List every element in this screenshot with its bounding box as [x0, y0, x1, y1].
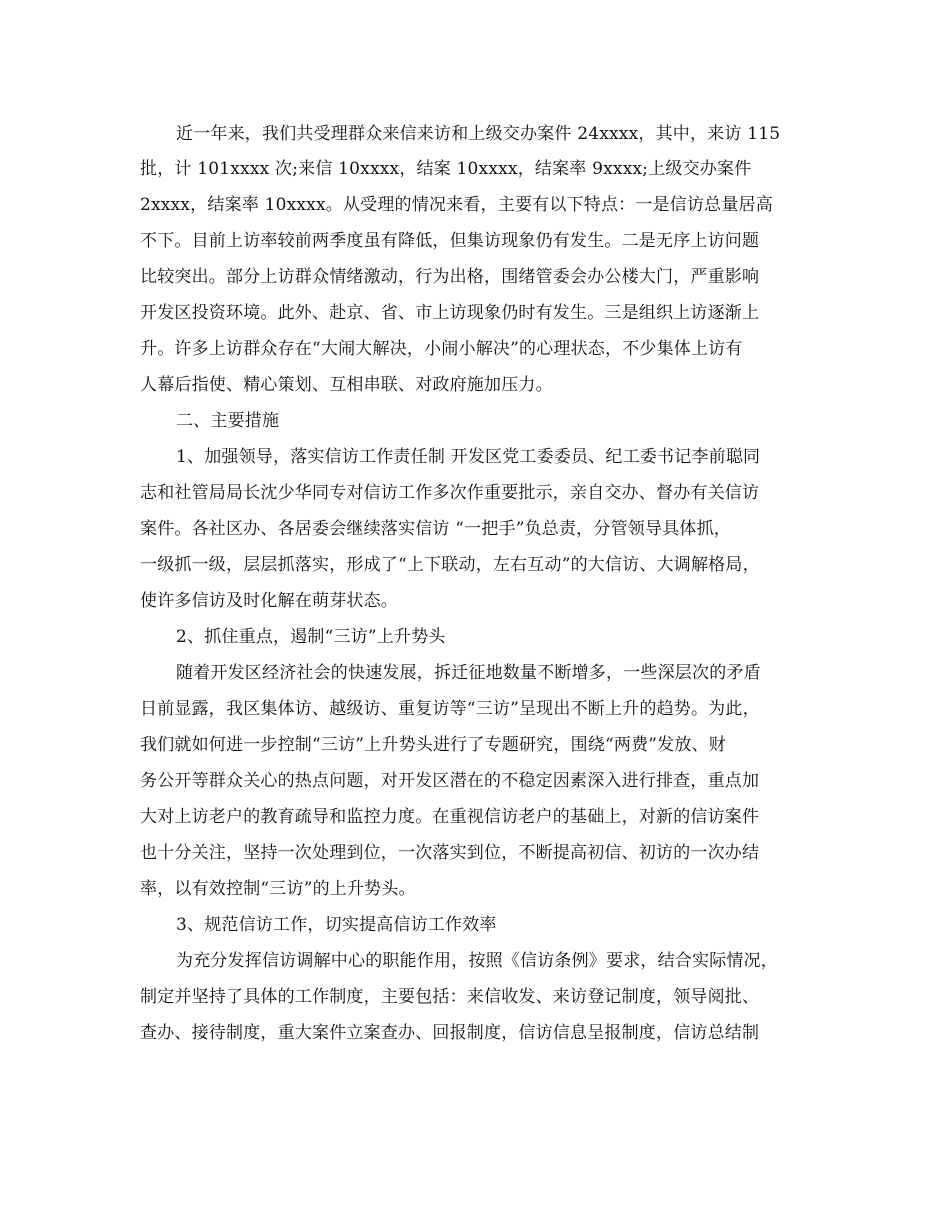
subsection-heading: 3、规范信访工作，切实提高信访工作效率 [176, 915, 497, 935]
paragraph-line: 我们就如何进一步控制“三访”上升势头进行了专题研究，围绕“两费”发放、财 [140, 735, 726, 755]
paragraph-line: 务公开等群众关心的热点问题，对开发区潜在的不稳定因素深入进行排查，重点加 [140, 771, 760, 791]
subsection-heading: 1、加强领导，落实信访工作责任制 开发区党工委委员、纪工委书记李前聪同 [176, 447, 761, 467]
paragraph-line: 升。许多上访群众存在“大闹大解决，小闹小解决”的心理状态，不少集体上访有 [140, 339, 743, 359]
paragraph-line: 不下。目前上访率较前两季度虽有降低，但集访现象仍有发生。二是无序上访问题 [140, 231, 760, 251]
paragraph-line: 日前显露，我区集体访、越级访、重复访等“三访”呈现出不断上升的趋势。为此， [140, 699, 760, 719]
paragraph-line: 随着开发区经济社会的快速发展，拆迁征地数量不断增多，一些深层次的矛盾 [176, 663, 761, 683]
paragraph-line: 一级抓一级，层层抓落实，形成了“上下联动，左右互动”的大信访、大调解格局， [140, 555, 760, 575]
paragraph-line: 2xxxx，结案率 10xxxx。从受理的情况来看，主要有以下特点：一是信访总量居高 [140, 195, 773, 215]
paragraph-line: 为充分发挥信访调解中心的职能作用，按照《信访条例》要求，结合实际情况， [176, 951, 778, 971]
subsection-heading: 2、抓住重点，遏制“三访”上升势头 [176, 627, 446, 647]
paragraph-line: 制定并坚持了具体的工作制度，主要包括：来信收发、来访登记制度，领导阅批、 [140, 987, 760, 1007]
paragraph-line: 率，以有效控制“三访”的上升势头。 [140, 879, 416, 899]
paragraph-line: 人幕后指使、精心策划、互相串联、对政府施加压力。 [140, 375, 553, 395]
paragraph-line: 使许多信访及时化解在萌芽状态。 [140, 591, 398, 611]
paragraph-line: 案件。各社区办、各居委会继续落实信访 “一把手”负总责，分管领导具体抓， [140, 519, 731, 539]
paragraph-line: 近一年来，我们共受理群众来信来访和上级交办案件 24xxxx，其中，来访 115 [176, 124, 781, 144]
paragraph-line: 开发区投资环境。此外、赴京、省、市上访现象仍时有发生。三是组织上访逐渐上 [140, 303, 760, 323]
paragraph-line: 批，计 101xxxx 次;来信 10xxxx，结案 10xxxx，结案率 9xxxx;上级交办案件 [140, 159, 752, 179]
paragraph-line: 查办、接待制度，重大案件立案查办、回报制度，信访信息呈报制度，信访总结制 [140, 1023, 760, 1043]
paragraph-line: 大对上访老户的教育疏导和监控力度。在重视信访老户的基础上，对新的信访案件 [140, 807, 760, 827]
section-heading: 二、主要措施 [176, 411, 280, 431]
paragraph-line: 志和社管局局长沈少华同专对信访工作多次作重要批示，亲自交办、督办有关信访 [140, 483, 760, 503]
paragraph-line: 比较突出。部分上访群众情绪激动，行为出格，围绪管委会办公楼大门，严重影响 [140, 267, 760, 287]
paragraph-line: 也十分关注，坚持一次处理到位，一次落实到位，不断提高初信、初访的一次办结 [140, 843, 760, 863]
